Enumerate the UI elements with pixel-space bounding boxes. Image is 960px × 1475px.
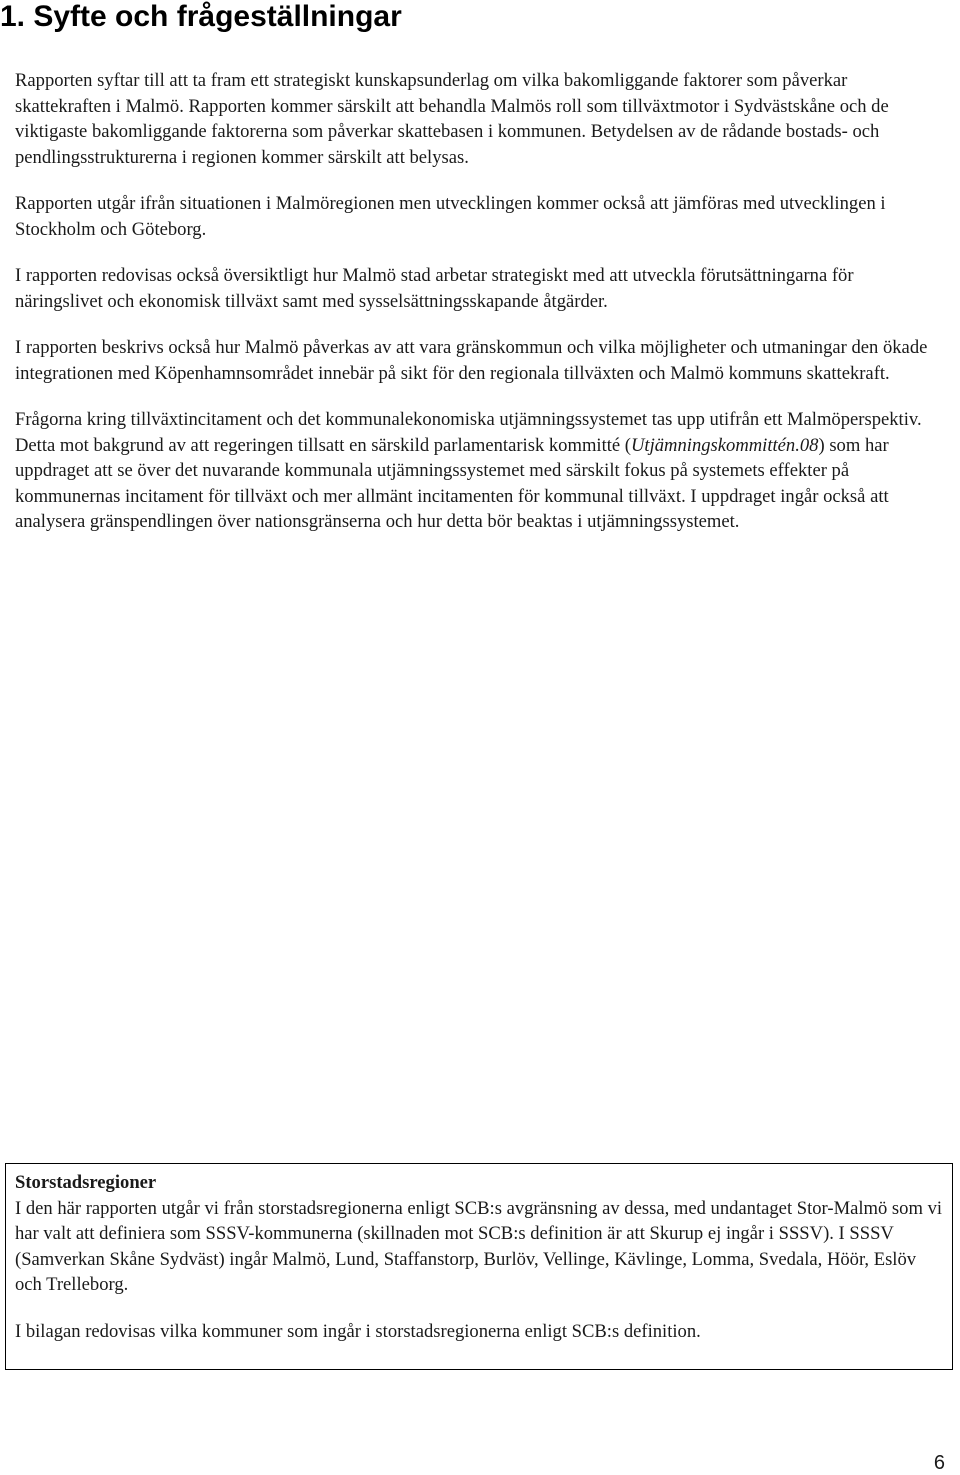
paragraph-equalization: [15, 407, 945, 535]
info-box-text: I den här rapporten utgår vi från storstadsregionerna enligt SCB:s avgränsning av dessa, med undantaget Stor-Malmö som vi har valt att definiera som SSSV-kommunerna (skillnaden mot SCB:s definition är att Skurup ej ingår i SSSV). I SSSV (Samverkan Skåne Sydväst) ingår Malmö, Lund, Staffanstorp, Burlöv, Vellinge, Kävlinge, Lomma, Svedala, Höör, Eslöv och Trelleborg.: [15, 1197, 943, 1295]
page-number: 6: [933, 1452, 945, 1474]
committee-name: Utjämningskommittén.08: [631, 434, 819, 456]
paragraph-equalization-start: Frågorna kring tillväxtincitament och det kommunalekonomiska utjämningssystemet tas upp utifrån ett Malmöperspektiv. Detta mot bakgrund av att regeringen tillsatt en särskild parlamentarisk kommitté (: [15, 409, 922, 456]
paragraph-border-municipality: I rapporten beskrivs också hur Malmö påverkas av att vara gränskommun och vilka möjligheter och utmaningar den ökade integrationen med Köpenhamnsområdet innebär på sikt för den regionala tillväxten och Malmö kommuns skattekraft.: [15, 337, 928, 384]
info-box-title: Storstadsregioner: [15, 1172, 157, 1193]
body-text: [15, 68, 945, 556]
paragraph-comparison: Rapporten utgår ifrån situationen i Malmöregionen men utvecklingen kommer också att jämföras med utvecklingen i Stockholm och Göteborg.: [15, 193, 886, 240]
info-box: [5, 1163, 953, 1370]
info-box-note: I bilagan redovisas vilka kommuner som ingår i storstadsregionerna enligt SCB:s definition.: [15, 1320, 701, 1342]
section-heading: 1. Syfte och frågeställningar: [0, 0, 402, 33]
paragraph-purpose: Rapporten syftar till att ta fram ett strategiskt kunskapsunderlag om vilka bakomliggande faktorer som påverkar skattekraften i Malmö. Rapporten kommer särskilt att behandla Malmös roll som tillväxtmotor i Sydvästskåne och de viktigaste bakomliggande faktorerna som påverkar skattebasen i kommunen. Betydelsen av de rådande bostads- och pendlingsstrukturerna i regionen kommer särskilt att belysas.: [15, 70, 889, 168]
paragraph-equalization-end: ) som har uppdraget att se över det nuvarande kommunala utjämningssystemet med särskilt fokus på systemets effekter på kommunernas incitament för tillväxt och mer allmänt incitamenten för kommunal tillväxt. I uppdraget ingår också att analysera gränspendlingen över nationsgränserna och hur detta bör beaktas i utjämningssystemet.: [15, 434, 889, 532]
paragraph-strategy: I rapporten redovisas också översiktligt hur Malmö stad arbetar strategiskt med att utveckla förutsättningarna för näringslivet och ekonomisk tillväxt samt med sysselsättningsskapande åtgärder.: [15, 265, 854, 312]
